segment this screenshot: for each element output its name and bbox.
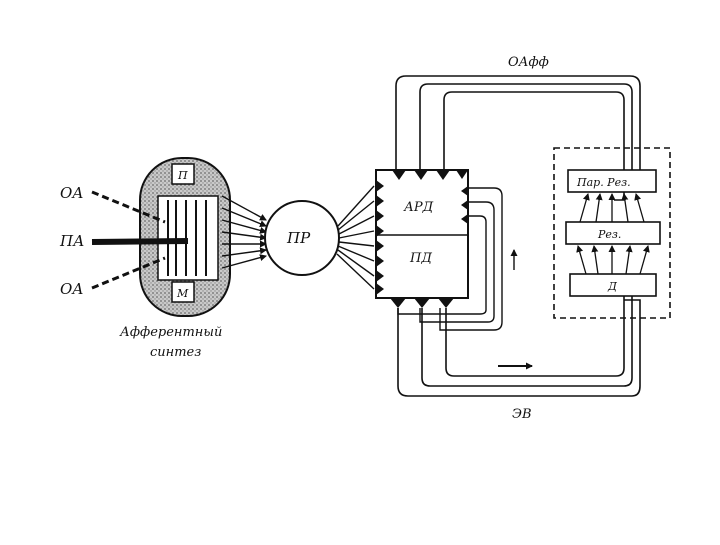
program-right-synapses (461, 186, 468, 224)
ard-label: АРД (404, 200, 434, 215)
synthesis-caption-line2: синтез (150, 345, 202, 360)
d-label: Д (608, 280, 617, 293)
results-block (554, 148, 670, 318)
input-label-oa-bottom: ОА (60, 280, 84, 298)
d-to-rez-arrows (578, 246, 648, 274)
synthesis-top-label: П (178, 169, 188, 182)
input-label-oa-top: ОА (60, 184, 84, 202)
decision-label: ПР (287, 229, 311, 247)
pd-label: ПД (410, 251, 432, 266)
pa-arrow (92, 241, 188, 242)
decision-to-program-arrows (337, 186, 374, 289)
program-bottom-outputs (390, 298, 454, 308)
synthesis-caption-line1: Афферентный (120, 325, 223, 340)
program-block (376, 170, 468, 308)
rez-to-parrez-arrows (580, 194, 644, 222)
rez-label: Рез. (598, 228, 622, 241)
feedback-top-label: ОАфф (508, 55, 549, 70)
par-rez-label: Пар. Рез. (577, 176, 631, 189)
input-label-pa: ПА (60, 232, 85, 250)
afferent-synthesis-block (140, 158, 230, 316)
feedback-bottom-label: ЭВ (512, 407, 532, 422)
program-rect (376, 170, 468, 298)
synthesis-bottom-label: М (177, 287, 189, 300)
